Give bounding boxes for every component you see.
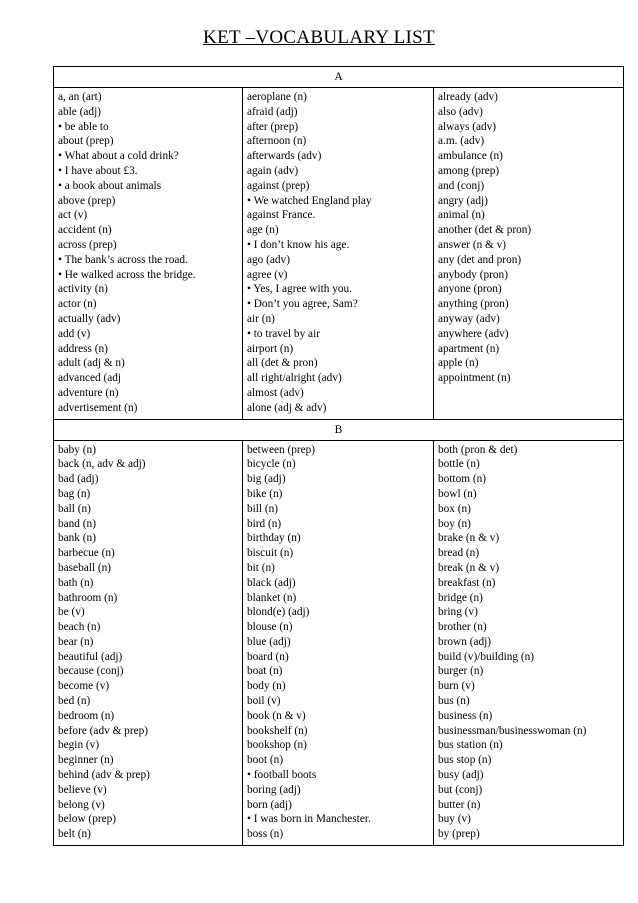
word-entry: • Don’t you agree, Sam?	[247, 298, 358, 311]
word-entry: beginner (n)	[58, 754, 114, 767]
word-entry: belt (n)	[58, 828, 91, 841]
word-entry: against (prep)	[247, 179, 310, 192]
word-entry: • football boots	[247, 769, 317, 782]
word-entry: bus (n)	[438, 695, 470, 708]
word-entry: belong (v)	[58, 798, 105, 811]
word-entry: • Yes, I agree with you.	[247, 283, 352, 296]
word-entry: big (adj)	[247, 473, 286, 486]
word-column	[54, 88, 243, 420]
section-body-row-a	[54, 88, 624, 420]
word-entry: boring (adj)	[247, 783, 301, 796]
word-entry: ago (adv)	[247, 253, 290, 266]
word-entry: act (v)	[58, 209, 88, 222]
word-entry: able (adj)	[58, 105, 101, 118]
word-entry: activity (n)	[58, 283, 108, 296]
word-entry: apple (n)	[438, 357, 479, 370]
word-entry: • We watched England play	[247, 194, 372, 207]
word-entry: book (n & v)	[247, 709, 306, 722]
word-entry: all right/alright (adv)	[247, 372, 342, 385]
word-entry: barbecue (n)	[58, 547, 115, 560]
word-entry: • He walked across the bridge.	[58, 268, 196, 281]
word-entry: bridge (n)	[438, 591, 483, 604]
word-entry: • The bank’s across the road.	[58, 253, 188, 266]
word-entry: bird (n)	[247, 517, 282, 530]
word-entry: • What about a cold drink?	[58, 150, 179, 163]
word-entry: band (n)	[58, 517, 96, 530]
word-column	[243, 88, 434, 420]
word-entry: because (conj)	[58, 665, 124, 678]
word-entry: begin (v)	[58, 739, 100, 752]
word-column	[243, 440, 434, 846]
word-entry: animal (n)	[438, 209, 485, 222]
word-entry: bicycle (n)	[247, 458, 296, 471]
word-entry: bread (n)	[438, 547, 480, 560]
word-entry: also (adv)	[438, 105, 483, 118]
word-entry: beach (n)	[58, 621, 101, 634]
word-entry: and (conj)	[438, 179, 485, 192]
word-entry: between (prep)	[247, 443, 316, 456]
word-entry: advanced (adj	[58, 372, 122, 385]
word-entry: bathroom (n)	[58, 591, 118, 604]
word-entry: baby (n)	[58, 443, 96, 456]
word-entry: • to travel by air	[247, 327, 320, 340]
word-entry: air (n)	[247, 312, 275, 325]
word-column	[54, 440, 243, 846]
word-entry: bottle (n)	[438, 458, 480, 471]
word-entry: black (adj)	[247, 576, 296, 589]
word-entry: all (det & pron)	[247, 357, 318, 370]
word-entry: actor (n)	[58, 298, 97, 311]
word-entry: blue (adj)	[247, 635, 291, 648]
word-entry: across (prep)	[58, 238, 117, 251]
word-entry: body (n)	[247, 680, 286, 693]
section-letter-a: A	[54, 67, 624, 88]
word-entry: against France.	[247, 209, 316, 222]
word-entry: age (n)	[247, 224, 279, 237]
word-entry: adult (adj & n)	[58, 357, 125, 370]
word-entry: address (n)	[58, 342, 108, 355]
word-entry: but (conj)	[438, 783, 483, 796]
word-entry: ball (n)	[58, 502, 91, 515]
word-entry: bag (n)	[58, 487, 91, 500]
word-entry: brother (n)	[438, 621, 487, 634]
word-entry: a, an (art)	[58, 91, 102, 103]
word-entry: back (n, adv & adj)	[58, 458, 146, 471]
word-entry: alone (adj & adv)	[247, 401, 327, 414]
word-entry: among (prep)	[438, 164, 500, 177]
section-letter-b: B	[54, 419, 624, 440]
word-entry: boy (n)	[438, 517, 471, 530]
word-entry: anywhere (adv)	[438, 327, 509, 340]
word-entry: blouse (n)	[247, 621, 293, 634]
word-entry: blanket (n)	[247, 591, 297, 604]
word-entry: boss (n)	[247, 828, 284, 841]
word-entry: burger (n)	[438, 665, 484, 678]
word-entry: aeroplane (n)	[247, 91, 307, 103]
word-entry: apartment (n)	[438, 342, 500, 355]
word-entry: any (det and pron)	[438, 253, 522, 266]
word-entry: actually (adv)	[58, 312, 121, 325]
word-entry: appointment (n)	[438, 372, 511, 385]
word-entry: another (det & pron)	[438, 224, 532, 237]
word-entry: boat (n)	[247, 665, 283, 678]
word-entry: bed (n)	[58, 695, 91, 708]
word-entry: bookshop (n)	[247, 739, 307, 752]
word-entry: bill (n)	[247, 502, 279, 515]
word-entry: boil (v)	[247, 695, 281, 708]
word-entry: angry (adj)	[438, 194, 488, 207]
word-entry: bookshelf (n)	[247, 724, 308, 737]
word-entry: baseball (n)	[58, 561, 112, 574]
word-entry: afternoon (n)	[247, 135, 307, 148]
word-entry: boot (n)	[247, 754, 284, 767]
word-entry: answer (n & v)	[438, 238, 507, 251]
word-entry: again (adv)	[247, 164, 299, 177]
word-entry: above (prep)	[58, 194, 116, 207]
word-entry: always (adv)	[438, 120, 497, 133]
word-entry: believe (v)	[58, 783, 107, 796]
word-entry: anyone (pron)	[438, 283, 502, 296]
word-entry: behind (adv & prep)	[58, 769, 150, 782]
word-entry: bit (n)	[247, 561, 275, 574]
word-entry: box (n)	[438, 502, 471, 515]
vocabulary-table	[53, 66, 624, 846]
word-entry: blond(e) (adj)	[247, 606, 310, 619]
word-entry: before (adv & prep)	[58, 724, 149, 737]
word-entry: beautiful (adj)	[58, 650, 123, 663]
word-entry: both (pron & det)	[438, 443, 518, 456]
word-entry: bank (n)	[58, 532, 96, 545]
word-entry: bad (adj)	[58, 473, 99, 486]
word-entry: break (n & v)	[438, 561, 500, 574]
word-entry: adventure (n)	[58, 386, 119, 399]
word-entry: build (v)/building (n)	[438, 650, 535, 663]
word-entry: by (prep)	[438, 828, 480, 841]
page-title: KET –VOCABULARY LIST	[203, 27, 435, 48]
word-entry: bath (n)	[58, 576, 94, 589]
word-entry: buy (v)	[438, 813, 471, 826]
word-entry: below (prep)	[58, 813, 117, 826]
word-entry: afraid (adj)	[247, 105, 298, 118]
word-entry: birthday (n)	[247, 532, 301, 545]
word-entry: bus stop (n)	[438, 754, 492, 767]
word-entry: butter (n)	[438, 798, 481, 811]
word-entry: bus station (n)	[438, 739, 503, 752]
word-entry: busy (adj)	[438, 769, 484, 782]
word-entry: ambulance (n)	[438, 150, 503, 163]
word-entry: bottom (n)	[438, 473, 487, 486]
section-header-row-b	[54, 419, 624, 440]
word-column	[434, 440, 624, 846]
word-entry: • I don’t know his age.	[247, 238, 350, 251]
word-entry: be (v)	[58, 606, 85, 619]
word-entry: brake (n & v)	[438, 532, 500, 545]
word-entry: anybody (pron)	[438, 268, 508, 281]
word-column	[434, 88, 624, 420]
word-entry: after (prep)	[247, 120, 299, 133]
word-entry: become (v)	[58, 680, 110, 693]
word-entry: advertisement (n)	[58, 401, 138, 414]
word-entry: bowl (n)	[438, 487, 477, 500]
word-entry: anything (pron)	[438, 298, 509, 311]
word-entry: bear (n)	[58, 635, 94, 648]
section-header-row-a	[54, 67, 624, 88]
word-entry: bedroom (n)	[58, 709, 115, 722]
word-entry: a.m. (adv)	[438, 135, 485, 148]
word-entry: born (adj)	[247, 798, 292, 811]
word-entry: • a book about animals	[58, 179, 162, 192]
word-entry: • I was born in Manchester.	[247, 813, 371, 826]
word-entry: breakfast (n)	[438, 576, 496, 589]
word-entry: business (n)	[438, 709, 493, 722]
word-entry: airport (n)	[247, 342, 294, 355]
word-entry: accident (n)	[58, 224, 112, 237]
word-entry: businessman/businesswoman (n)	[438, 724, 587, 737]
word-entry: bike (n)	[247, 487, 283, 500]
word-entry: • I have about £3.	[58, 164, 138, 177]
section-body-row-b	[54, 440, 624, 846]
word-entry: biscuit (n)	[247, 547, 294, 560]
word-entry: bring (v)	[438, 606, 478, 619]
word-entry: board (n)	[247, 650, 289, 663]
word-entry: agree (v)	[247, 268, 288, 281]
word-entry: brown (adj)	[438, 635, 492, 648]
word-entry: about (prep)	[58, 135, 114, 148]
word-entry: add (v)	[58, 327, 91, 340]
word-entry: • be able to	[58, 120, 109, 133]
word-entry: anyway (adv)	[438, 312, 500, 325]
word-entry: almost (adv)	[247, 386, 304, 399]
word-entry: already (adv)	[438, 91, 498, 103]
word-entry: burn (v)	[438, 680, 475, 693]
word-entry: afterwards (adv)	[247, 150, 322, 163]
